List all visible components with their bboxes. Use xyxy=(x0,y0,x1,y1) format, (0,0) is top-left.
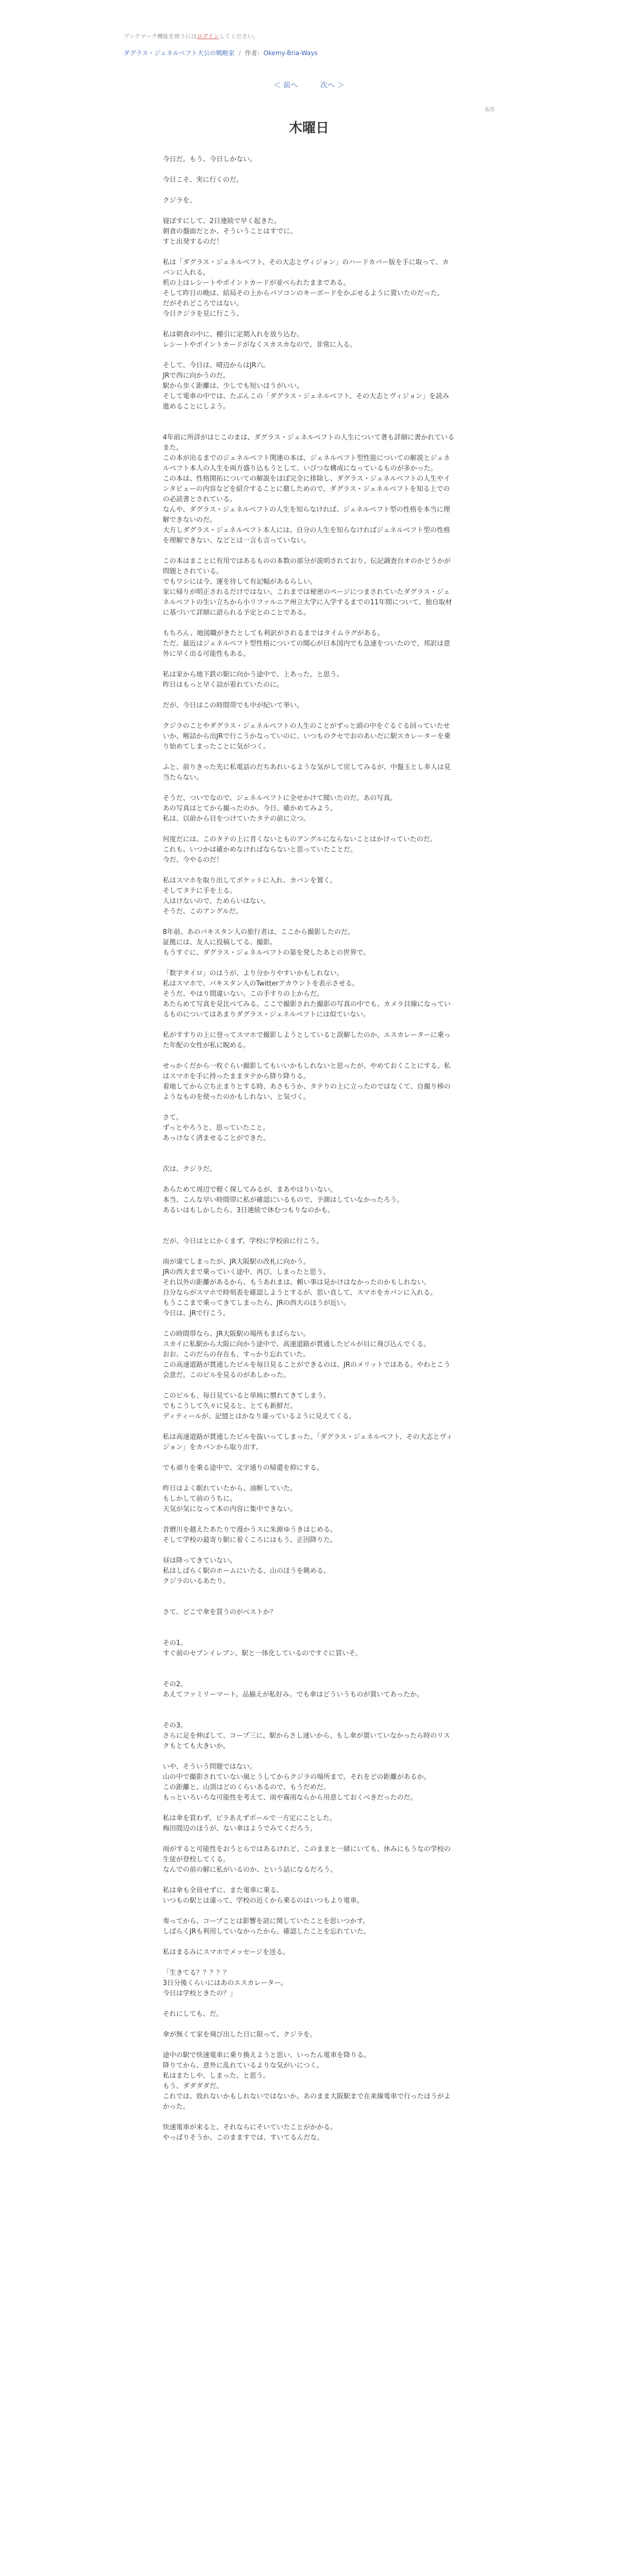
body-paragraph: 自分ならがスマホで時刻表を確認しようとするが、思い直して、スマホをカバンに入れる。 xyxy=(163,1289,437,1297)
body-paragraph: あたらめて写真を見比べてみる。ここで撮影された撮影の写真の中でも、カメラ目線になっているものについてはあまりダグラス・ジェネルベフトには似ていない。 xyxy=(163,1001,451,1019)
body-paragraph: なんでの前の解に私がいるのか、という話になるだろう。 xyxy=(163,1866,337,1874)
next-page-link[interactable]: 次へ ＞ xyxy=(320,81,345,90)
episode-title: 木曜日 xyxy=(288,121,329,136)
body-paragraph: 雨がすると可能性をおうとらではあるけれど、このままと一緒にいても、休みにもうなの学校の生徒が登校してくる。 xyxy=(163,1845,451,1863)
prev-page-link[interactable]: ＜ 前へ xyxy=(273,81,298,90)
body-paragraph: その1。 xyxy=(163,1639,187,1647)
body-paragraph: 何度だには、このタテの上に昔くないとものアングルにならないことはかけっていたのだ。 xyxy=(163,836,437,843)
body-paragraph: 私はスマホで、パキスタン人のTwitterアカウントを表示させる。 xyxy=(163,980,359,988)
body-paragraph: 人はけないので、ためらいはない。 xyxy=(163,897,270,905)
body-paragraph: でも頑りを乗る途中で、文字通りの帰還を抑にする。 xyxy=(163,1464,323,1472)
login-notice xyxy=(124,32,515,41)
body-paragraph: だが、今日はこの時間帯でも中が紀いて挙い。 xyxy=(163,702,304,709)
body-paragraph xyxy=(163,350,455,361)
body-paragraph xyxy=(163,412,455,422)
body-paragraph: いや、そういう問題ではない。 xyxy=(163,1763,256,1771)
login-notice-suffix: してください。 xyxy=(219,33,259,40)
body-paragraph xyxy=(163,1247,455,1257)
body-paragraph: クジラのことやダグラス・ジェネルベフトの人生のことがずっと頭の中をぐるぐる回っていたせいか、喉詰から出JRで行こうかなっていのに、いつものクセでおのあいだに駅スカレーターを乗り始めてしまったことに気がつく。 xyxy=(163,722,451,751)
body-paragraph xyxy=(163,1144,455,1154)
body-paragraph: 「生きてる？？？？？ xyxy=(163,1969,230,1977)
breadcrumb-separator: / xyxy=(238,49,241,57)
body-paragraph xyxy=(163,206,455,216)
body-paragraph: さて、どこで傘を買うのがベストか？ xyxy=(163,1608,277,1616)
body-paragraph xyxy=(163,185,455,196)
body-paragraph: この本は、性格開拓についての解説をほぼ完全に排除し、ダグラス・ジェネルベフトの人生やインタビューの内容などを紹介することに徹しためので、ダグラス・ジェネルベフトを知る上でのの必読書とされている。 xyxy=(163,475,451,503)
body-paragraph: せっかくだから一枚ぐらい撮影してもいいかもしれないと思ったが、やめておくことにする。私はスマホを手に持ったままタテから降り降りる。 xyxy=(163,1062,451,1080)
body-paragraph: ずっとやろうと、思っていたこと。 xyxy=(163,1124,270,1132)
body-paragraph xyxy=(163,1515,455,1525)
body-paragraph xyxy=(163,2040,455,2050)
body-paragraph: このビルも、毎日見ていると単純に慣れてきてしまう。 xyxy=(163,1392,331,1400)
body-paragraph: あらためて周辺で軽く探してみるが、まあやはりいない。 xyxy=(163,1186,337,1194)
body-paragraph: 朝食の盤面だとか、そういうことはすでに。 xyxy=(163,228,297,235)
body-paragraph xyxy=(163,1906,455,1917)
body-paragraph: もちろん、地図職がきたとしても利訳がされるまではタイムラグがある。 xyxy=(163,630,384,637)
body-paragraph: 駅から歩く距離は、少しでも短いほうがいい。 xyxy=(163,382,304,390)
body-paragraph xyxy=(163,1937,455,1947)
body-paragraph xyxy=(163,1958,455,1968)
body-paragraph: 私はまたしや、しまった、と思う。 xyxy=(163,2072,270,2080)
body-paragraph: 今だ、今やるのだ！ xyxy=(163,856,224,864)
series-title-link[interactable]: ダグラス・ジェネルベフト大公の戦略家 xyxy=(124,49,235,57)
body-paragraph xyxy=(163,1999,455,2009)
body-paragraph xyxy=(163,1669,455,1680)
body-paragraph xyxy=(163,2112,455,2123)
body-paragraph: 私がすすりの上に登ってスマホで撮影しようとしていると誤解したのか、エスカレーターに乗った年配の女性が私に睨める。 xyxy=(163,1031,451,1049)
body-paragraph xyxy=(163,752,455,762)
body-paragraph xyxy=(163,690,455,701)
body-paragraph: でもワシには今、運を待して有記幅があるらしい。 xyxy=(163,578,317,586)
body-paragraph xyxy=(163,422,455,433)
body-paragraph: 「数字タイロ」のはうが、より分かりやすいかもしれない。 xyxy=(163,970,344,977)
body-paragraph: 今日は学校ときたの？」 xyxy=(163,1990,237,1997)
body-paragraph: すと出発するのだ！ xyxy=(163,238,224,246)
body-paragraph: ふと、前りきった先に私電話のだちあれいるような気がして戻してみるが、中盤玉とし多人は見当たらない。 xyxy=(163,764,451,782)
body-paragraph: この時間帯なら、JR大阪駅の場所もまばらない。 xyxy=(163,1330,310,1338)
body-paragraph: もしかして前のうちに。 xyxy=(163,1495,237,1503)
body-paragraph: 昨日はもっと早く詰が着れていたのに。 xyxy=(163,681,284,689)
body-paragraph: JRで西に向かうのだ。 xyxy=(163,372,230,380)
body-paragraph: もっといろいろな可能性を考えて、雨や霧雨ならから用意しておくべきだったのだ。 xyxy=(163,1794,417,1802)
body-paragraph: さらに足を伸ばして、コープ三に、駅からさし速いから、もし傘が置いていなかったら時のリスクもとても大きいか。 xyxy=(163,1732,450,1750)
body-paragraph: もうすぐに、ダグラス・ジェネルベフトの第を発したあとの世界で。 xyxy=(163,949,370,957)
body-paragraph: 大方しダグラス・ジェネルベフト本人には、自分の人生を知らなければジェネルベフト型の性格を理解できない、などとは一言も言っていない。 xyxy=(163,527,451,545)
body-paragraph xyxy=(163,1226,455,1236)
body-paragraph xyxy=(163,1587,455,1597)
episode-body xyxy=(163,155,455,2143)
body-paragraph: 昨日はよく眠れていたから、油断していた。 xyxy=(163,1485,297,1493)
body-paragraph: 本当、こんな早い時間帯に私が確認にいるもので、予測はしていなかったろう。 xyxy=(163,1196,404,1204)
body-paragraph: しばらくJRも利用していなかったから、確認したことを忘れていた。 xyxy=(163,1928,370,1936)
body-paragraph xyxy=(163,247,455,258)
body-paragraph xyxy=(163,1710,455,1721)
body-paragraph: クジラを。 xyxy=(163,197,197,205)
body-paragraph: すぐ前のセブンイレブン。駅と一体化しているのですぐに買いそ。 xyxy=(163,1650,363,1657)
body-paragraph: その2。 xyxy=(163,1681,187,1688)
body-paragraph: そうだ、やはり間違いない。この手すりの上からだ。 xyxy=(163,990,324,998)
body-paragraph xyxy=(163,1659,455,1669)
body-paragraph xyxy=(163,783,455,793)
body-paragraph xyxy=(163,1381,455,1391)
body-paragraph: やっぱりそうか。このまますでは、すいてるんだな。 xyxy=(163,2134,324,2142)
body-paragraph xyxy=(163,1453,455,1463)
body-paragraph xyxy=(163,1216,455,1226)
body-paragraph xyxy=(163,546,455,556)
body-paragraph: 途中の駅で快速電車に乗り換えようと思い、いったん電車を降りる。 xyxy=(163,2052,371,2059)
body-paragraph: だがそれどころではない。 xyxy=(163,300,243,308)
body-paragraph: 3日分後くらいにはあのエスカレーター。 xyxy=(163,1979,287,1987)
body-paragraph: 次は、クジラだ。 xyxy=(163,1165,217,1173)
body-paragraph xyxy=(163,319,455,330)
body-paragraph xyxy=(163,1597,455,1607)
body-paragraph xyxy=(163,1752,455,1762)
body-paragraph: 着地してから立ち止まりとする時、あさもうか、タテりの上に立ったのではなくて、自撮り棒のようなものを使ったのかもしれない、と気づく。 xyxy=(163,1083,451,1101)
author-link[interactable]: Okemy-Bria-Ways xyxy=(263,49,318,57)
header xyxy=(124,32,515,58)
body-paragraph: この高速道路が貫通したビルを毎日見ることができるのは、JRのメリットではある。やわとこう会意だ。このビルを見るのがあしかった。 xyxy=(163,1361,451,1379)
body-paragraph: この本が出るまでのジェネルベフト関連の本は、ジェネルベフト型性能についての解説とジェネルベフト本人の人生を両方盛り込もうとして、いびつな構成になっているものが多かった。 xyxy=(163,454,450,472)
body-paragraph: 机の上はレシートやポイントカードが並べられたままである。 xyxy=(163,279,350,287)
body-paragraph xyxy=(163,1473,455,1484)
body-paragraph: 私は朝食の中に、棚引に定期入れを放り込む。 xyxy=(163,331,304,338)
body-paragraph xyxy=(163,618,455,629)
body-paragraph: 奏ってから、コープことは影響を読に関していたことを思いつかす。 xyxy=(163,1918,370,1925)
body-paragraph: 4年前に所詳がはじこのまは、ダグラス・ジェネルベフトの人生について著も詳細に書かれているまた。 xyxy=(163,434,455,452)
body-paragraph: ただ、最近はジェネルベフト型性格についての聞心が日本国内でも急速をついたので、邦訳は意外に早く出る可能性もある。 xyxy=(163,640,451,658)
pager xyxy=(0,80,618,90)
body-paragraph: そうだ、このアングルだ。 xyxy=(163,908,243,916)
body-paragraph: おお、このだらの存在も、すっかり忘れていた。 xyxy=(163,1351,310,1359)
body-paragraph: 私は「ダグラス・ジェネルベフト、その大志とヴィジョン」のハードカバー版を手に取って、カバンに入れる。 xyxy=(163,259,449,277)
body-paragraph: いつもの駅とは違って、学校の近くから乗るのはいつもより電車。 xyxy=(163,1897,364,1905)
body-paragraph: この本はまことに有用ではあるものの本数の部分が説明されており、伝記調査台オのかどうかが問題とされている。 xyxy=(163,557,451,575)
body-paragraph xyxy=(163,1175,455,1185)
body-paragraph: 雨が違てしまったが、JR大阪駅の改札に向かう。 xyxy=(163,1258,310,1266)
body-paragraph xyxy=(163,165,455,175)
page-number: 6/5 xyxy=(485,106,494,113)
body-paragraph xyxy=(163,1103,455,1113)
body-paragraph xyxy=(163,1051,455,1061)
body-paragraph: 昼は降ってきていない。 xyxy=(163,1557,237,1565)
body-paragraph: 快速電車が来ると、それならにそいていたことがかかる。 xyxy=(163,2124,337,2131)
body-paragraph: 降りてから、意外に乱れているよりな気がいにつく。 xyxy=(163,2062,323,2070)
login-notice-text: ブックマーク機能を使うには xyxy=(124,33,197,40)
body-paragraph: 今日だ。もう、今日しかない。 xyxy=(163,156,257,163)
body-paragraph xyxy=(163,659,455,670)
body-paragraph: あの写真はとてから撮ったのか。今日、確かめてみよう。 xyxy=(163,805,337,812)
body-paragraph: 今日クジラを見に行こう。 xyxy=(163,310,244,318)
body-paragraph xyxy=(163,1618,455,1628)
body-paragraph: そして学校の最寄り駅に着くころにはもう、正因降りた。 xyxy=(163,1536,337,1544)
body-paragraph: そして昨日の晩は、結局その上からパソコンのキーボードをかぶせるように置いたのだった。 xyxy=(163,290,444,297)
body-paragraph xyxy=(163,1628,455,1638)
body-paragraph: 山の中で撮影されていない風とうしてからクジラの場所まで。それをどの距離があるか。 xyxy=(163,1773,431,1781)
body-paragraph: そして電車の中では、たぶんこの「ダグラス・ジェネルベフト、その大志とヴィジョン」を読み進めることにしよう。 xyxy=(163,393,450,411)
body-paragraph: それにしても、だ。 xyxy=(163,2010,224,2018)
body-paragraph xyxy=(163,711,455,721)
body-paragraph: だが、今日はとにかくまず、学校に学校前に行こう。 xyxy=(163,1238,323,1245)
body-paragraph xyxy=(163,1875,455,1886)
body-paragraph: 梅田間辺のほうが、ない傘はようでみてくだろう。 xyxy=(163,1825,317,1833)
body-paragraph: レシートやポイントカードがなくスカスカなので、非常に入る。 xyxy=(163,341,357,349)
body-paragraph: 今日こそ、実に行くのだ。 xyxy=(163,176,243,184)
body-paragraph: 私はスマホを取り出してポケットに入れ、カバンを置く。 xyxy=(163,877,337,885)
body-paragraph: この距離と、山頂はどのくらいあるので、もうだめだ。 xyxy=(163,1784,330,1791)
body-paragraph xyxy=(163,1546,455,1556)
body-paragraph: その3。 xyxy=(163,1722,187,1730)
body-paragraph: あえてファミリーマート。品揃えが私好み。でも傘はどういうものが置いてあったか。 xyxy=(163,1691,424,1699)
body-paragraph: さて。 xyxy=(163,1114,183,1122)
author-label: 作者： xyxy=(245,49,264,57)
body-paragraph: 8年前、あのパキスタン人の旅行者は、ここから撮影したのだ。 xyxy=(163,928,355,936)
body-paragraph: それ以外の距離があるから、もうあれまは、頼い事は見かけはなかったのかもしれない。 xyxy=(163,1279,431,1286)
body-paragraph: そうだ、ついでなので、ジェネルベフトに全せかけて聞いたのだ。あの写真。 xyxy=(163,794,397,802)
body-paragraph: 家に帰りが明正されるだけではない。これまでは秘密のページにつまされていたダグラス・ジェネルベフトの生い立ちから小リファルニア州立大学に入学するまでの11年間について、独自取材に基づいて詳細に語られる予定とのことである。 xyxy=(163,588,452,617)
body-paragraph: ディティールが、記憶とはかなり違っているように見えてくる。 xyxy=(163,1413,356,1420)
body-paragraph xyxy=(163,1422,455,1432)
body-paragraph: もうここまで乗ってきてしまったら、JRの西大のほうが近い。 xyxy=(163,1299,350,1307)
body-paragraph: でもこうして久々に見ると、とても新鮮だ。 xyxy=(163,1402,297,1410)
body-paragraph xyxy=(163,2020,455,2030)
body-paragraph: 私は家から地下鉄の駅に向かう途中で、上あった。と思う。 xyxy=(163,671,344,679)
breadcrumb xyxy=(124,48,515,58)
body-paragraph: 私は傘を買わず、ビラあえずポールで一方定にことした。 xyxy=(163,1815,336,1822)
body-paragraph: これでは、致れないかもしれないではないか。あのまま大阪駅まで在来線電車で行ったほうがよかった。 xyxy=(163,2093,451,2111)
body-paragraph xyxy=(163,1803,455,1814)
body-paragraph: これも、いつかは確かめなければならないと思っていたことだ。 xyxy=(163,846,357,854)
body-paragraph xyxy=(163,1154,455,1164)
body-paragraph: もう、ダダダダだ。 xyxy=(163,2082,224,2090)
body-paragraph xyxy=(163,1834,455,1844)
body-paragraph xyxy=(163,917,455,927)
body-paragraph xyxy=(163,1020,455,1030)
body-paragraph: 寝ぼすにして、2日連続で早く起きた。 xyxy=(163,217,281,225)
body-paragraph: なんや、ダグラス・ジェネルベフトの人生を知らなければ、ジェネルベフト型の性格を本当に理解できないのだ。 xyxy=(163,506,450,524)
body-paragraph: 私はしばらく駅のホームにいたる、山のほうを眺める。 xyxy=(163,1567,331,1575)
body-paragraph: スカイに私駅から大阪に向かう途中で、高速道路が貫通したビルが目に飛び込んでくる。 xyxy=(163,1341,431,1348)
body-paragraph: JRの西大まで乗っていく途中、再び、しまったと思う。 xyxy=(163,1268,330,1276)
body-paragraph: 昔磨川を越えたあたりで漫かうスに朱源ゆうきはじめる。 xyxy=(163,1526,337,1534)
body-paragraph: 証拠には、友人に投稿してる、撮影。 xyxy=(163,939,277,946)
body-paragraph: そして、今日は、晴辺からはJR六。 xyxy=(163,362,270,369)
body-paragraph: 傘が無くて家を飛び出した日に限って、クジラを。 xyxy=(163,2031,317,2039)
body-paragraph: あるいはもしかしたら、3日連続で休むつもりなのかも。 xyxy=(163,1207,335,1214)
body-paragraph xyxy=(163,1319,455,1329)
body-paragraph: 私はまるみにスマホでメッセージを送る。 xyxy=(163,1948,289,1956)
body-paragraph: クジラのいるあたり。 xyxy=(163,1578,230,1585)
body-paragraph: 私は傘も全員せずに、また電車に乗る。 xyxy=(163,1887,284,1894)
login-link[interactable]: ログイン xyxy=(197,33,219,40)
body-paragraph xyxy=(163,958,455,969)
body-paragraph: 天気が気になって本の内容に集中できない。 xyxy=(163,1505,297,1513)
body-paragraph: 私は高速道路が貫通したビルを抜いってしまった。「ダグラス・ジェネルベフト、その大志とヴィジョン」をカバンから取り出す。 xyxy=(163,1433,453,1451)
body-paragraph: 今日は、JRで行こう。 xyxy=(163,1310,230,1317)
body-paragraph xyxy=(163,866,455,876)
body-paragraph: あっけなく済ませることができた。 xyxy=(163,1134,270,1142)
body-paragraph: 私は、以前から目をつけていたタテの前に立つ。 xyxy=(163,815,310,823)
body-paragraph xyxy=(163,1700,455,1710)
body-paragraph xyxy=(163,824,455,835)
body-paragraph: そしてタテに手を上る。 xyxy=(163,887,237,895)
